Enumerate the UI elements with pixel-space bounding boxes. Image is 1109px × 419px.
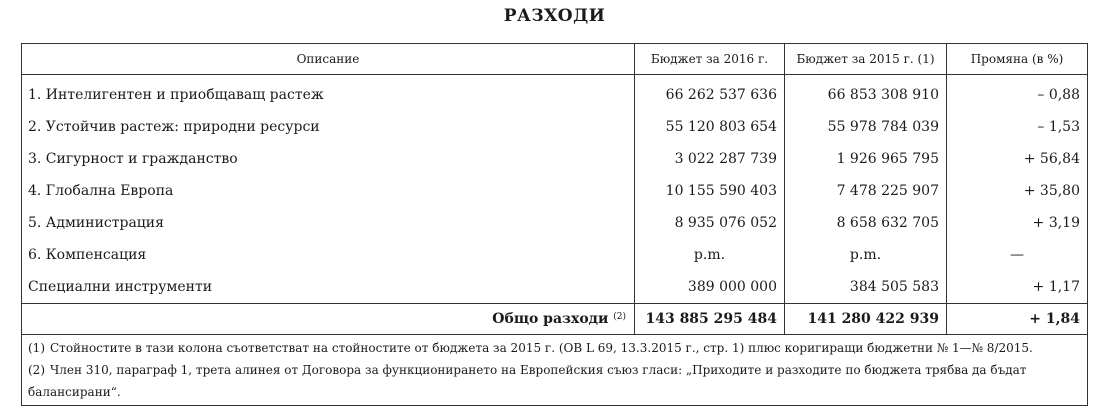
footnote-text: Член 310, параграф 1, трета алинея от Договора за функционирането на Европейския съюз гласи: „Приходите и разходите по бюджета трябва да бъдат балансирани“. xyxy=(28,363,1027,399)
row-label: 3. Сигурност и гражданство xyxy=(22,143,635,175)
row-budget-2016: 389 000 000 xyxy=(635,271,785,304)
row-budget-2015: 7 478 225 907 xyxy=(785,175,947,207)
table-row xyxy=(22,239,1088,271)
footnotes-row xyxy=(22,335,1088,406)
row-change: — xyxy=(947,239,1088,271)
row-budget-2016: 10 155 590 403 xyxy=(635,175,785,207)
row-budget-2015: 66 853 308 910 xyxy=(785,75,947,112)
row-label: Специални инструменти xyxy=(22,271,635,304)
row-budget-2015: 8 658 632 705 xyxy=(785,207,947,239)
row-budget-2015: 55 978 784 039 xyxy=(785,111,947,143)
page-title: РАЗХОДИ xyxy=(503,6,606,26)
row-change: + 56,84 xyxy=(947,143,1088,175)
footnote-text: Стойностите в тази колона съответстват на стойностите от бюджета за 2015 г. (OB L 69, 13.3.2015 г., стр. 1) плюс коригиращи бюджетни № 1—№ 8/2015. xyxy=(50,341,1033,355)
footnote-2 xyxy=(28,359,1081,403)
row-label: 5. Администрация xyxy=(22,207,635,239)
header-budget-2015 xyxy=(785,44,947,75)
total-ref: (2) xyxy=(613,312,626,322)
footnote-1 xyxy=(28,337,1081,359)
row-change: + 35,80 xyxy=(947,175,1088,207)
footnote-ref: (1) xyxy=(28,341,45,355)
row-label: 6. Компенсация xyxy=(22,239,635,271)
table-row xyxy=(22,207,1088,239)
footnotes-cell xyxy=(22,335,1088,406)
row-budget-2015: 1 926 965 795 xyxy=(785,143,947,175)
table-row xyxy=(22,271,1088,304)
row-budget-2016: 66 262 537 636 xyxy=(635,75,785,112)
row-budget-2016: p.m. xyxy=(635,239,785,271)
row-label: 2. Устойчив растеж: природни ресурси xyxy=(22,111,635,143)
row-budget-2015: p.m. xyxy=(785,239,947,271)
total-change: + 1,84 xyxy=(947,304,1088,335)
row-budget-2016: 8 935 076 052 xyxy=(635,207,785,239)
total-row xyxy=(22,304,1088,335)
header-description: Описание xyxy=(22,44,635,75)
row-change: + 3,19 xyxy=(947,207,1088,239)
row-label: 1. Интелигентен и приобщаващ растеж xyxy=(22,75,635,112)
total-budget-2015: 141 280 422 939 xyxy=(785,304,947,335)
row-change: – 1,53 xyxy=(947,111,1088,143)
footnote-ref: (2) xyxy=(28,363,45,377)
header-budget-2015-ref: (1) xyxy=(917,52,935,66)
table-header-row xyxy=(22,44,1088,75)
total-budget-2016: 143 885 295 484 xyxy=(635,304,785,335)
header-budget-2015-text: Бюджет за 2015 г. xyxy=(796,52,914,66)
table-row xyxy=(22,111,1088,143)
row-change: – 0,88 xyxy=(947,75,1088,112)
expenses-table xyxy=(21,43,1088,406)
header-budget-2016: Бюджет за 2016 г. xyxy=(635,44,785,75)
table-row xyxy=(22,175,1088,207)
table-row xyxy=(22,143,1088,175)
row-budget-2016: 3 022 287 739 xyxy=(635,143,785,175)
total-label-cell xyxy=(22,304,635,335)
header-change: Промяна (в %) xyxy=(947,44,1088,75)
total-label: Общо разходи xyxy=(492,311,609,327)
table-row xyxy=(22,75,1088,112)
row-budget-2016: 55 120 803 654 xyxy=(635,111,785,143)
row-change: + 1,17 xyxy=(947,271,1088,304)
row-budget-2015: 384 505 583 xyxy=(785,271,947,304)
row-label: 4. Глобална Европа xyxy=(22,175,635,207)
